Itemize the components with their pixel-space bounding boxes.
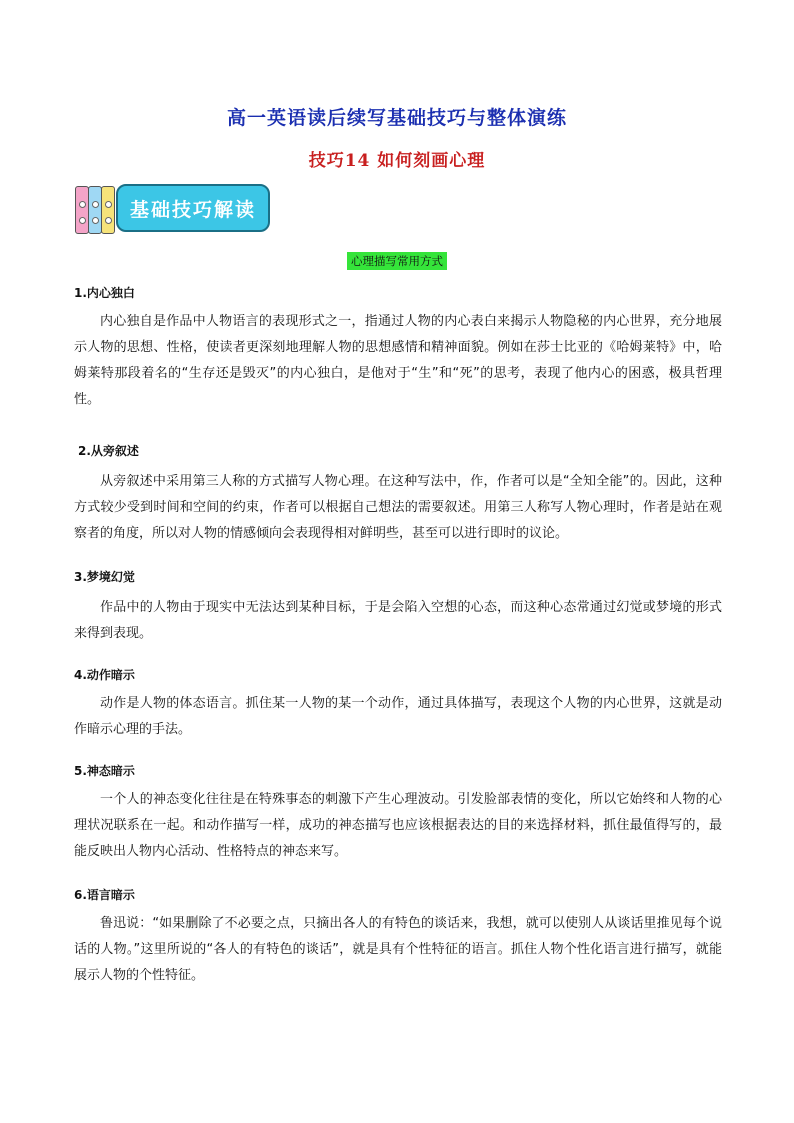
section-heading-4: 4.动作暗示 [74, 668, 135, 682]
banner-label: 基础技巧解读 [129, 198, 256, 221]
binders-icon [73, 184, 117, 236]
highlight-heading: 心理描写常用方式 [347, 252, 447, 270]
banner-label-box [116, 184, 270, 232]
section-text-4: 动作是人物的体态语言。抓住某一人物的某一个动作，通过具体描写，表现这个人物的内心世界，这就是动作暗示心理的手法。 [74, 696, 722, 737]
page-title: 高一英语读后续写基础技巧与整体演练 [226, 107, 567, 129]
section-text-1: 内心独自是作品中人物语言的表现形式之一，指通过人物的内心表白来揭示人物隐秘的内心世界，充分地展示人物的思想、性格，使读者更深刻地理解人物的思想感情和精神面貌。例如在莎士比亚的《哈姆莱特》中，哈姆莱特那段着名的“生存还是毁灭”的内心独白，是他对于“生”和“死”的思考，表现了他内心的困惑，极具哲理性。 [74, 314, 722, 407]
section-heading-2: 2.从旁叙述 [78, 444, 139, 458]
page-subtitle: 技巧14 如何刻画心理 [308, 151, 486, 171]
section-heading-6: 6.语言暗示 [74, 888, 135, 902]
section-text-6: 鲁迅说：“如果删除了不必要之点，只摘出各人的有特色的谈话来，我想，就可以使别人从谈话里推见每个说话的人物。”这里所说的“各人的有特色的谈话”，就是具有个性特征的语言。抓住人物个性化语言进行描写，就能展示人物的个性特征。 [74, 916, 722, 983]
highlight-heading-row [0, 250, 794, 270]
section-heading-3: 3.梦境幻觉 [74, 570, 135, 584]
section-text-2: 从旁叙述中采用第三人称的方式描写人物心理。在这种写法中，作，作者可以是“全知全能”的。因此，这种方式较少受到时间和空间的约束，作者可以根据自己想法的需要叙述。用第三人称写人物心理时，作者是站在观察者的角度，所以对人物的情感倾向会表现得相对鲜明些，甚至可以进行即时的议论。 [74, 474, 722, 541]
section-text-3: 作品中的人物由于现实中无法达到某种目标，于是会陷入空想的心态，而这种心态常通过幻觉或梦境的形式来得到表现。 [74, 600, 722, 641]
section-banner [73, 184, 273, 236]
section-text-5: 一个人的神态变化往往是在特殊事态的刺激下产生心理波动。引发脸部表情的变化，所以它始终和人物的心理状况联系在一起。和动作描写一样，成功的神态描写也应该根据表达的目的来选择材料，抓住最值得写的，最能反映出人物内心活动、性格特点的神态来写。 [74, 792, 722, 859]
section-heading-1: 1.内心独白 [74, 286, 135, 300]
section-heading-5: 5.神态暗示 [74, 764, 135, 778]
